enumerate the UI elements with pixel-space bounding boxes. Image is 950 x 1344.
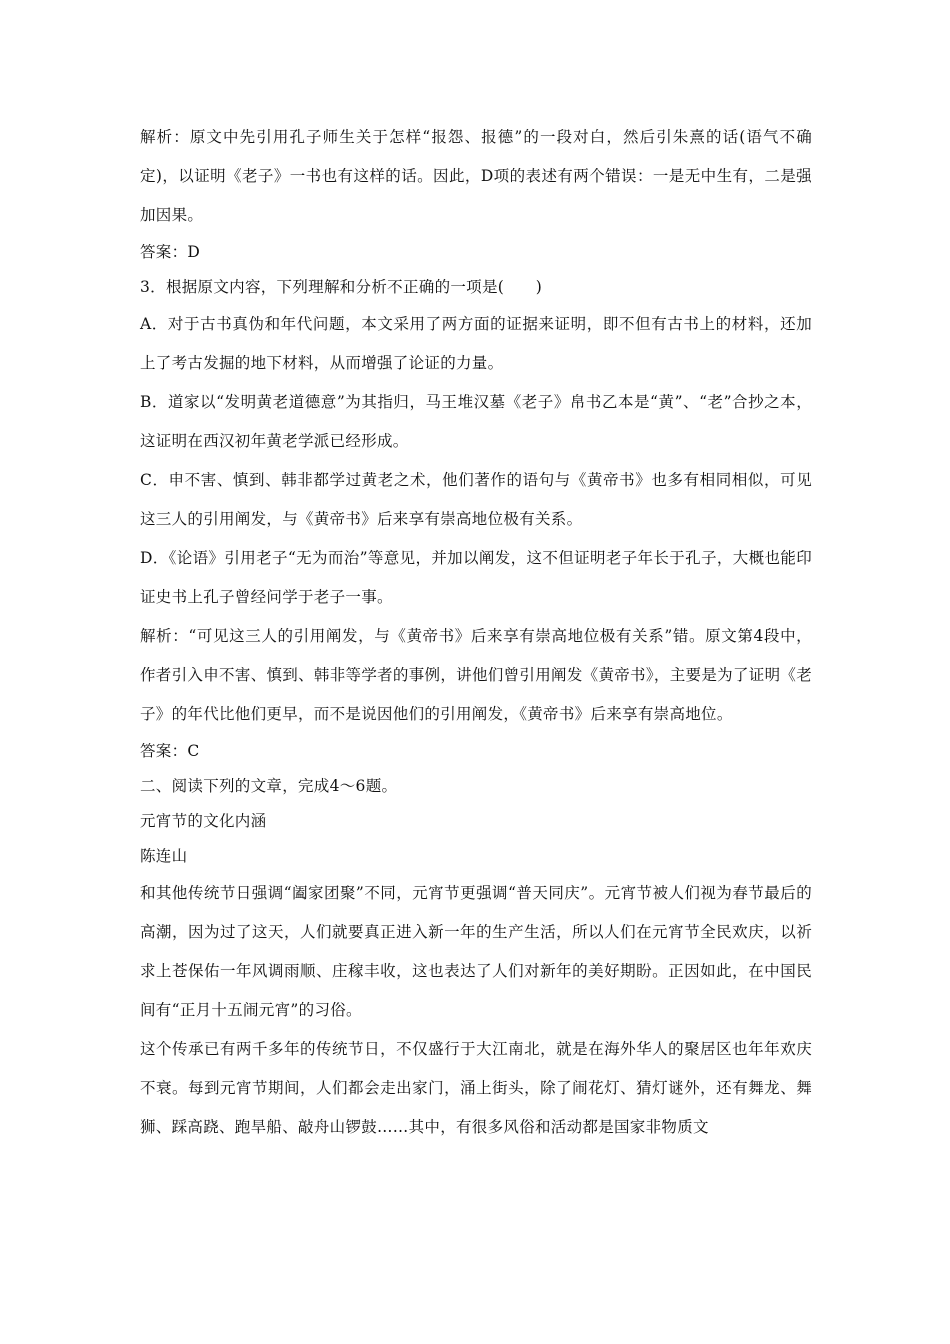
document-page [140, 118, 812, 1147]
article-paragraph-1: 和其他传统节日强调“阖家团聚”不同，元宵节更强调“普天同庆”。元宵节被人们视为春节最后的高潮，因为过了这天，人们就要真正进入新一年的生产生活，所以人们在元宵节全民欢庆，以祈求上苍保佑一年风调雨顺、庄稼丰收，这也表达了人们对新年的美好期盼。正因如此，在中国民间有“正月十五闹元宵”的习俗。 [140, 884, 812, 1019]
analysis-q3: 解析：“可见这三人的引用阐发，与《黄帝书》后来享有崇高地位极有关系”错。原文第4段中，作者引入申不害、慎到、韩非等学者的事例，讲他们曾引用阐发《黄帝书》，主要是为了证明《老子》的年代比他们更早，而不是说因他们的引用阐发，《黄帝书》后来享有崇高地位。 [140, 627, 812, 723]
answer-q2: 答案：D [140, 243, 201, 261]
question-3-option-b: B．道家以“发明黄老道德意”为其指归，马王堆汉墓《老子》帛书乙本是“黄”、“老”合抄之本，这证明在西汉初年黄老学派已经形成。 [140, 393, 812, 450]
answer-q3: 答案：C [140, 742, 200, 760]
article-author: 陈连山 [140, 847, 188, 865]
article-title: 元宵节的文化内涵 [140, 812, 267, 830]
section-heading: 二、阅读下列的文章，完成4～6题。 [140, 777, 398, 795]
question-3-option-a: A．对于古书真伪和年代问题，本文采用了两方面的证据来证明，即不但有古书上的材料，还加上了考古发掘的地下材料，从而增强了论证的力量。 [140, 315, 812, 372]
question-3-stem: 3．根据原文内容，下列理解和分析不正确的一项是( ) [140, 278, 543, 296]
question-3-option-c: C．申不害、慎到、韩非都学过黄老之术，他们著作的语句与《黄帝书》也多有相同相似，可见这三人的引用阐发，与《黄帝书》后来享有崇高地位极有关系。 [140, 471, 812, 528]
question-3-option-d: D．《论语》引用老子“无为而治”等意见，并加以阐发，这不但证明老子年长于孔子，大概也能印证史书上孔子曾经问学于老子一事。 [140, 549, 812, 606]
analysis-q2: 解析：原文中先引用孔子师生关于怎样“报怨、报德”的一段对白，然后引朱熹的话(语气不确定)，以证明《老子》一书也有这样的话。因此，D项的表述有两个错误：一是无中生有，二是强加因果。 [140, 128, 812, 224]
article-paragraph-2: 这个传承已有两千多年的传统节日，不仅盛行于大江南北，就是在海外华人的聚居区也年年欢庆不衰。每到元宵节期间，人们都会走出家门，涌上街头，除了闹花灯、猜灯谜外，还有舞龙、舞狮、踩高跷、跑旱船、敲舟山锣鼓……其中，有很多风俗和活动都是国家非物质文 [140, 1040, 812, 1136]
